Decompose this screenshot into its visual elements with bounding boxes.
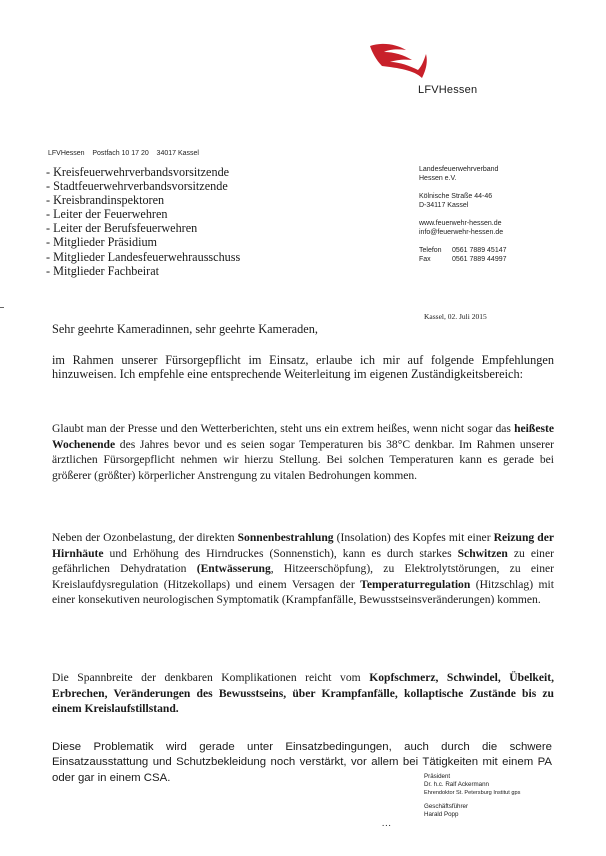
p2-text-d: und Erhöhung des Hirndruckes (Sonnenstich), kann es durch starkes (103, 546, 458, 560)
recipient-item: - Leiter der Feuerwehren (46, 207, 168, 222)
brand-name: LFVHessen (418, 84, 478, 96)
paragraph-complications (52, 670, 554, 717)
p2-bold-sweating: Schwitzen (457, 546, 508, 560)
continuation-marker: ... (382, 818, 392, 828)
paragraph-heat-warning (52, 421, 554, 483)
p2-text-a: Neben der Ozonbelastung, der direkten (52, 531, 238, 544)
fax-label: Fax (419, 256, 431, 263)
p3-text-a: Die Spannbreite der denkbaren Komplikationen reicht vom (52, 671, 370, 684)
recipient-item: - Stadtfeuerwehrverbandsvorsitzende (46, 179, 228, 194)
manager-title: Geschäftsführer (424, 802, 469, 810)
letter-date: Kassel, 02. Juli 2015 (424, 312, 487, 321)
p1-text-a: Glaubt man der Presse und den Wetterberichten, steht uns ein extrem heißes, wenn nicht sogar das (52, 422, 515, 435)
president-honor: Ehrendoktor St. Petersburg Institut gps (424, 790, 521, 797)
intro-paragraph: im Rahmen unserer Fürsorgepflicht im Einsatz, erlaube ich mir auf folgende Empfehlungen hinzuweisen. Ich empfehle eine entsprechende Weiterleitung im eigenen Zuständigkeitsbereich: (52, 353, 554, 382)
org-name-suffix: Hessen e.V. (419, 175, 457, 182)
organization-contact-block (419, 165, 507, 264)
recipient-item: - Kreisbrandinspektoren (46, 193, 165, 208)
p2-text-e: zu einer gefährlichen Dehydratation (52, 546, 554, 576)
lfv-logo-flame (368, 40, 430, 80)
fax-number: 0561 7889 44997 (452, 256, 507, 263)
recipient-item: - Leiter der Berufsfeuerwehren (46, 221, 198, 236)
recipient-item: - Mitglieder Präsidium (46, 235, 158, 250)
sender-return-address: LFVHessen Postfach 10 17 20 34017 Kassel (48, 150, 199, 157)
president-name: Dr. h.c. Ralf Ackermann (424, 781, 489, 789)
org-city: D-34117 Kassel (419, 202, 469, 209)
p2-text-g: (Hitzschlag) mit einer konsekutiven neurologischen Symptomatik (Krampfanfälle, Bewusstseinsveränderungen) kommen. (52, 577, 555, 607)
paragraph-operations: Diese Problematik wird gerade unter Einsatzbedingungen, auch durch die schwere Einsatzausstattung und Schutzbekleidung noch verstärkt, vor allem bei Tätigkeiten mit einem PA oder gar in einem CSA. (52, 741, 552, 784)
org-name: Landesfeuerwehrverband (419, 166, 499, 173)
salutation: Sehr geehrte Kameradinnen, sehr geehrte Kameraden, (52, 322, 318, 336)
org-fax-row (419, 255, 507, 264)
p2-bold-temperature-regulation: Temperaturregulation (360, 577, 471, 591)
president-title: Präsident (424, 773, 451, 780)
recipient-list (46, 165, 240, 278)
recipient-item: - Kreisfeuerwehrverbandsvorsitzende (46, 165, 230, 179)
org-street: Kölnische Straße 44-46 (419, 193, 493, 200)
p1-text-c: des Jahres bevor und es seien sogar Temperaturen bis 38°C denkbar. Im Rahmen unserer ärztlichen Fürsorgepflicht nehmen wir hierzu Stellung. Bei solchen Temperaturen kann es gerade bei größerer (größter) körperlicher Anstrengung zu vitalen Bedrohungen kommen. (52, 437, 554, 482)
p2-bold-dehydration: (Entwässerung (196, 562, 271, 576)
phone-number: 0561 7889 45147 (452, 247, 507, 254)
p2-text-c: (Insolation) des Kopfes mit einer (333, 531, 494, 544)
p2-text-f: , Hitzeerschöpfung), zu Elektrolytstörungen, zu einer Kreislaufdysregulation (Hitzekollaps) und einem Versagen der (52, 562, 554, 591)
recipient-item: - Mitglieder Landesfeuerwehrausschuss (46, 249, 241, 264)
org-website: www.feuerwehr-hessen.de (419, 220, 502, 227)
fold-mark (0, 307, 4, 308)
paragraph-symptoms (52, 530, 554, 608)
p2-bold-sun-exposure: Sonnenbestrahlung (237, 531, 334, 544)
signature-block (424, 773, 520, 819)
org-phone-row (419, 246, 507, 255)
p2-bold-meninges: Reizung der Hirnhäute (52, 531, 555, 560)
manager-name: Harald Popp (424, 810, 459, 818)
phone-label: Telefon (419, 247, 442, 254)
recipient-item: - Mitglieder Fachbeirat (46, 263, 160, 278)
p1-bold-hottest-weekend: heißeste Wochenende (52, 422, 554, 451)
org-email: info@feuerwehr-hessen.de (419, 229, 504, 236)
p3-bold-complications: Kopfschmerz, Schwindel, Übelkeit, Erbrechen, Veränderungen des Bewusstseins, über Krampfanfälle, kollaptische Zustände bis zu einem Kreislaufstillstand. (52, 671, 555, 716)
